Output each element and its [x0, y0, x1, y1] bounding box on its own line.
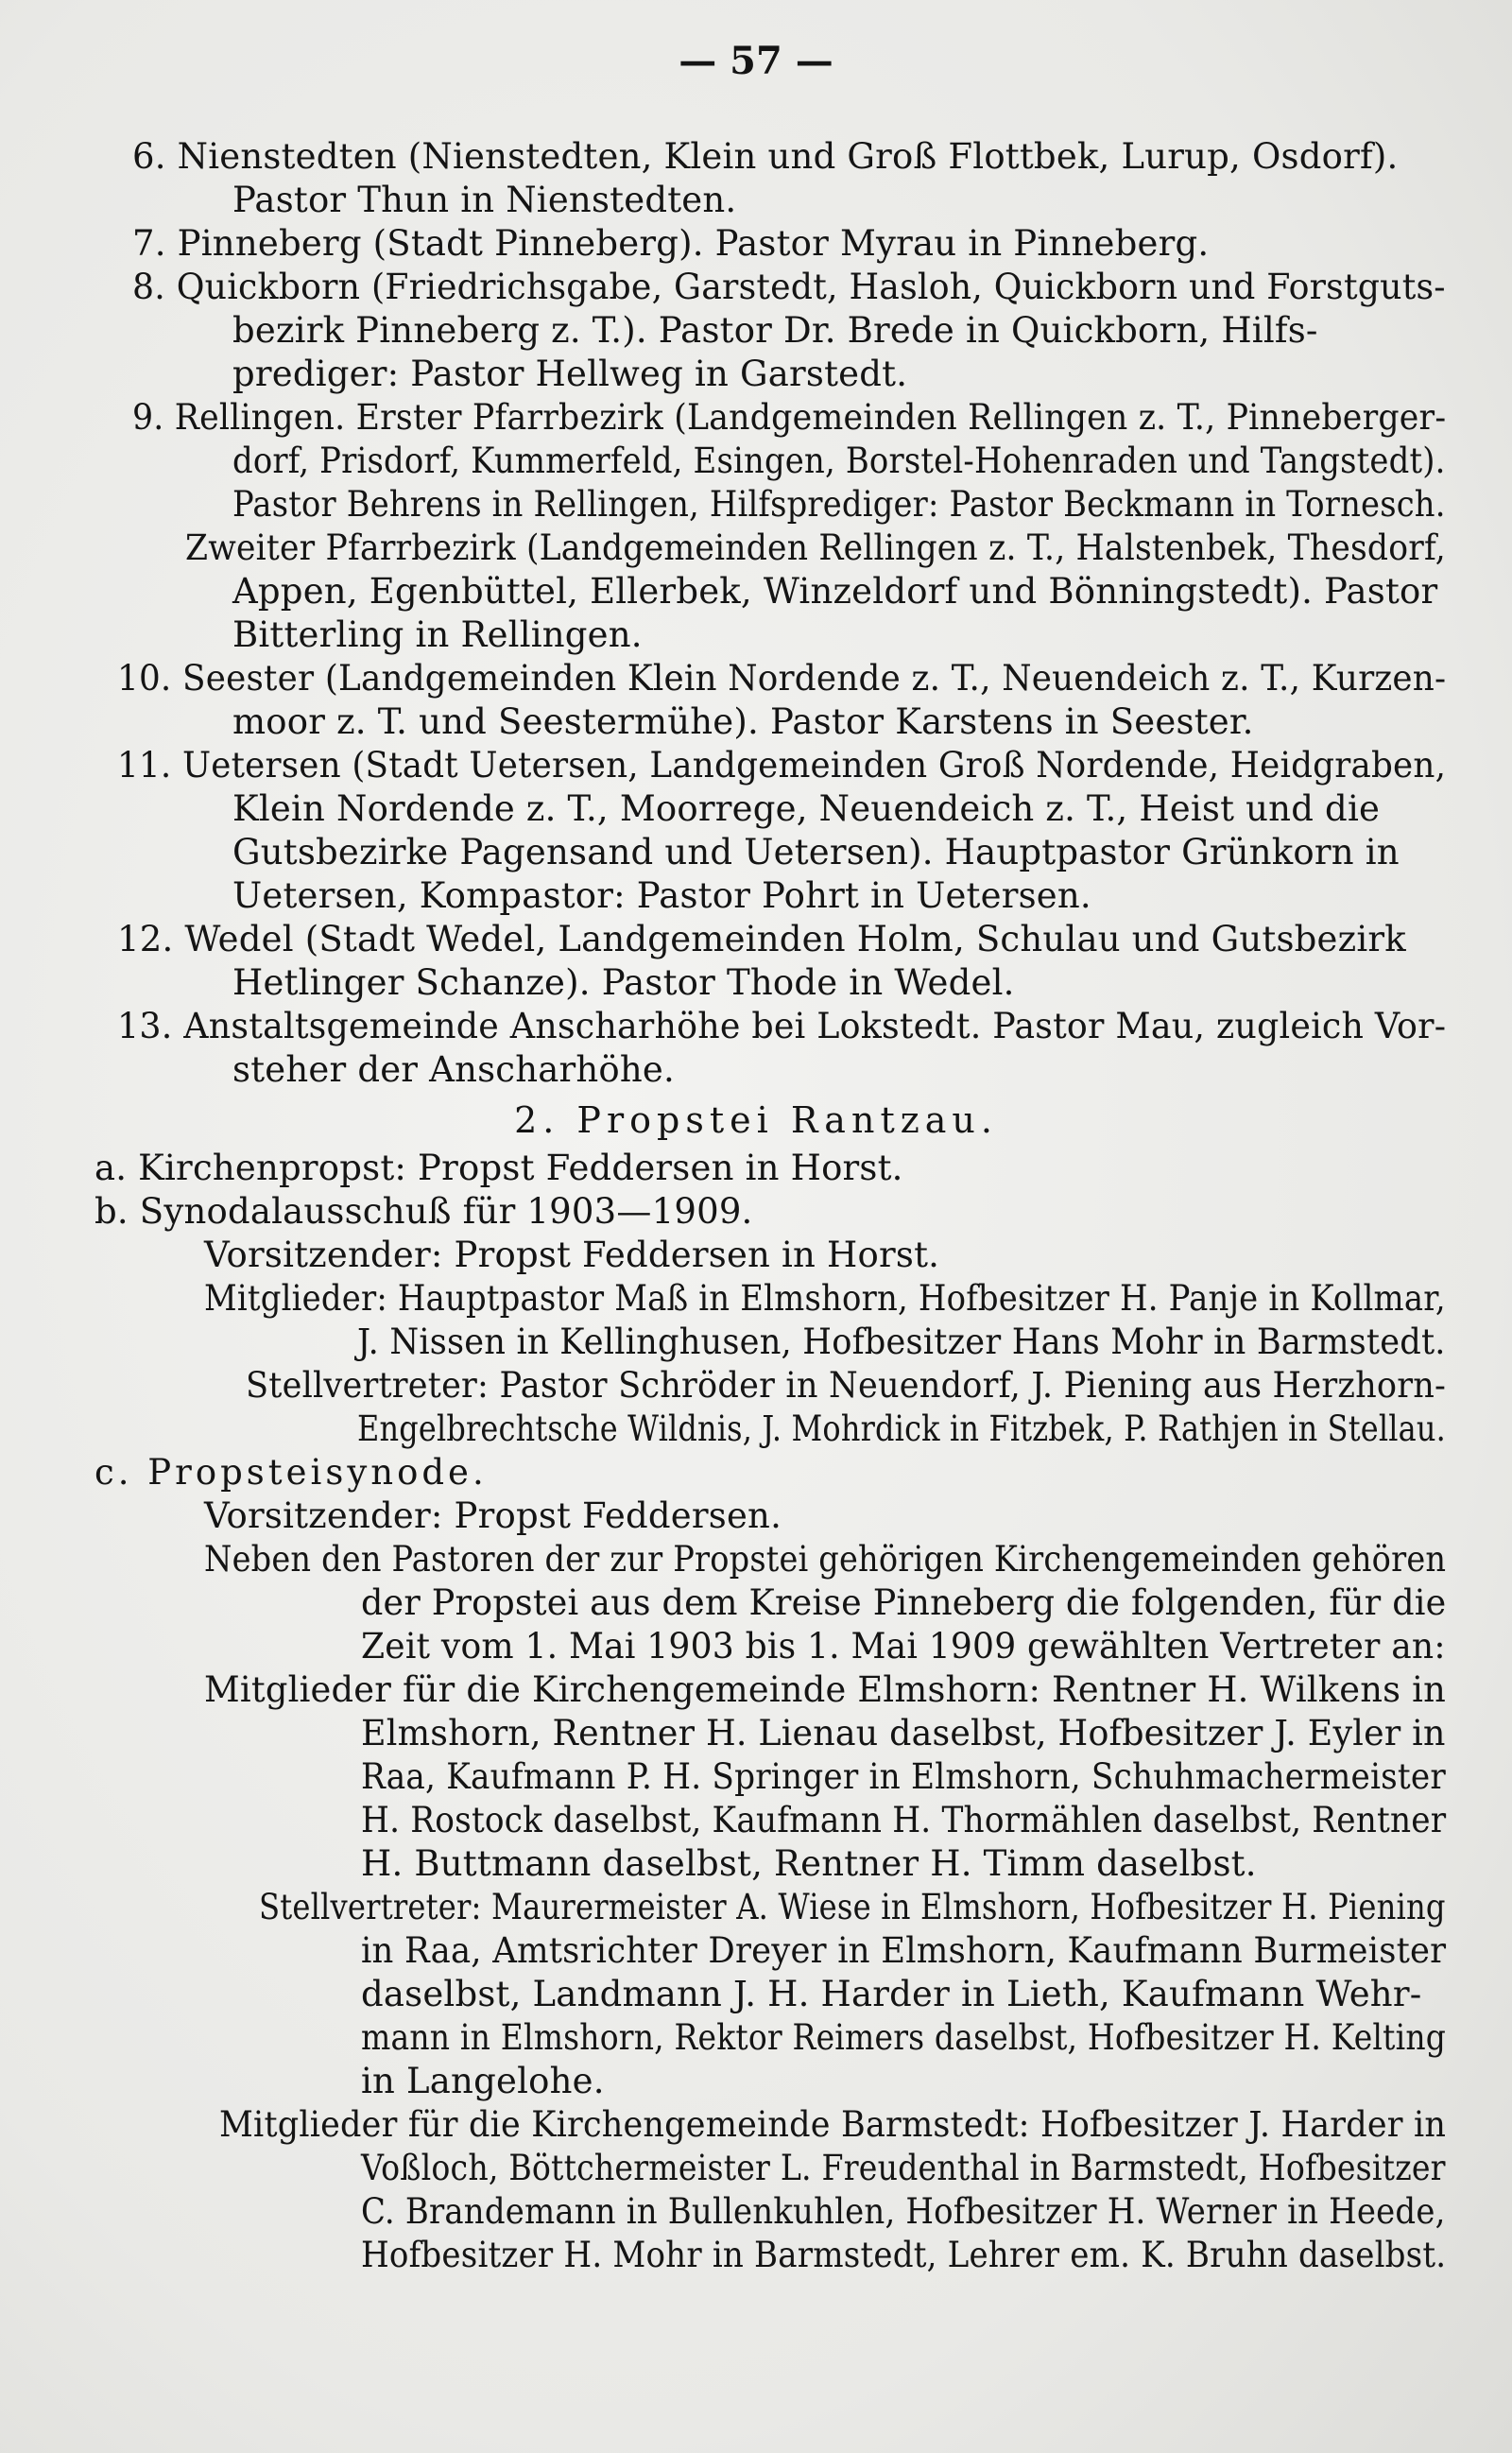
text-line: Neben den Pastoren der zur Propstei gehörigen Kirchengemeinden gehören [204, 1539, 1447, 1580]
text-line: Klein Nordende z. T., Moorrege, Neuendeich z. T., Heist und die [232, 788, 1381, 829]
text-line: moor z. T. und Seestermühe). Pastor Karstens in Seester. [232, 701, 1254, 742]
text-line: Pastor Behrens in Rellingen, Hilfsprediger: Pastor Beckmann in Tornesch. [232, 484, 1446, 525]
text-line: b. Synodalausschuß für 1903—1909. [94, 1191, 753, 1232]
text-line: Voßloch, Böttchermeister L. Freudenthal in Barmstedt, Hofbesitzer [361, 2148, 1446, 2188]
text-line: Stellvertreter: Pastor Schröder in Neuendorf, J. Piening aus Herzhorn- [246, 1365, 1447, 1406]
text-line: Gutsbezirke Pagensand und Uetersen). Hauptpastor Grünkorn in [232, 832, 1400, 872]
text-line: Mitglieder für die Kirchengemeinde Barmstedt: Hofbesitzer J. Harder in [219, 2104, 1447, 2145]
text-line: 12. Wedel (Stadt Wedel, Landgemeinden Holm, Schulau und Gutsbezirk [117, 919, 1406, 959]
text-line: Engelbrechtsche Wildnis, J. Mohrdick in Fitzbek, P. Rathjen in Stellau. [357, 1408, 1446, 1449]
section-heading: 2. Propstei Rantzau. [514, 1099, 998, 1141]
text-line: Appen, Egenbüttel, Ellerbek, Winzeldorf und Bönningstedt). Pastor [232, 571, 1438, 612]
text-line: Hetlinger Schanze). Pastor Thode in Wedel. [232, 962, 1015, 1003]
text-line: Hofbesitzer H. Mohr in Barmstedt, Lehrer em. K. Bruhn daselbst. [361, 2235, 1447, 2275]
text-line: Mitglieder für die Kirchengemeinde Elmshorn: Rentner H. Wilkens in [204, 1669, 1447, 1710]
text-line: Raa, Kaufmann P. H. Springer in Elmshorn, Schuhmachermeister [361, 1756, 1446, 1797]
text-line: Vorsitzender: Propst Feddersen in Horst. [204, 1235, 940, 1275]
text-line: mann in Elmshorn, Rektor Reimers daselbst, Hofbesitzer H. Kelting [361, 2017, 1447, 2058]
text-line: H. Rostock daselbst, Kaufmann H. Thormählen daselbst, Rentner [361, 1800, 1447, 1840]
text-line: C. Brandemann in Bullenkuhlen, Hofbesitzer H. Werner in Heede, [361, 2191, 1446, 2232]
text-line: Elmshorn, Rentner H. Lienau daselbst, Hofbesitzer J. Eyler in [361, 1713, 1446, 1753]
text-line: in Langelohe. [361, 2061, 605, 2101]
text-line: 8. Quickborn (Friedrichsgabe, Garstedt, Hasloh, Quickborn und Forstguts- [132, 267, 1446, 307]
text-line: daselbst, Landmann J. H. Harder in Lieth, Kaufmann Wehr- [361, 1974, 1422, 2014]
text-line: H. Buttmann daselbst, Rentner H. Timm daselbst. [361, 1843, 1257, 1884]
text-line: a. Kirchenpropst: Propst Feddersen in Horst. [94, 1148, 903, 1188]
text-line: steher der Anscharhöhe. [232, 1049, 675, 1090]
text-line: Uetersen, Kompastor: Pastor Pohrt in Uetersen. [232, 875, 1091, 916]
page-number: — 57 — [679, 39, 833, 83]
text-line: 11. Uetersen (Stadt Uetersen, Landgemeinden Groß Nordende, Heidgraben, [117, 745, 1447, 786]
text-line: 13. Anstaltsgemeinde Anscharhöhe bei Lokstedt. Pastor Mau, zugleich Vor- [117, 1006, 1447, 1046]
text-line: 9. Rellingen. Erster Pfarrbezirk (Landgemeinden Rellingen z. T., Pinneberger- [132, 397, 1447, 438]
text-line: J. Nissen in Kellinghusen, Hofbesitzer Hans Mohr in Barmstedt. [357, 1322, 1446, 1362]
text-line: Mitglieder: Hauptpastor Maß in Elmshorn, Hofbesitzer H. Panje in Kollmar, [204, 1278, 1446, 1319]
text-line: Bitterling in Rellingen. [232, 614, 643, 655]
text-line: 10. Seester (Landgemeinden Klein Nordende z. T., Neuendeich z. T., Kurzen- [117, 658, 1447, 699]
text-line: prediger: Pastor Hellweg in Garstedt. [232, 354, 908, 394]
text-line: in Raa, Amtsrichter Dreyer in Elmshorn, Kaufmann Burmeister [361, 1930, 1447, 1971]
text-line: der Propstei aus dem Kreise Pinneberg die folgenden, für die [361, 1582, 1447, 1623]
text-line: dorf, Prisdorf, Kummerfeld, Esingen, Borstel-Hohenraden und Tangstedt). [232, 441, 1446, 481]
text-line: bezirk Pinneberg z. T.). Pastor Dr. Brede in Quickborn, Hilfs- [232, 310, 1318, 351]
text-line: Pastor Thun in Nienstedten. [232, 180, 737, 220]
text-line: Stellvertreter: Maurermeister A. Wiese in Elmshorn, Hofbesitzer H. Piening [259, 1887, 1446, 1927]
text-line: Zweiter Pfarrbezirk (Landgemeinden Rellingen z. T., Halstenbek, Thesdorf, [185, 527, 1446, 568]
text-line: Vorsitzender: Propst Feddersen. [204, 1495, 782, 1536]
text-line: 6. Nienstedten (Nienstedten, Klein und Groß Flottbek, Lurup, Osdorf). [132, 136, 1399, 177]
text-line: 7. Pinneberg (Stadt Pinneberg). Pastor Myrau in Pinneberg. [132, 223, 1210, 264]
text-line: c. Propsteisynode. [94, 1452, 488, 1493]
text-line: Zeit vom 1. Mai 1903 bis 1. Mai 1909 gewählten Vertreter an: [361, 1626, 1446, 1667]
